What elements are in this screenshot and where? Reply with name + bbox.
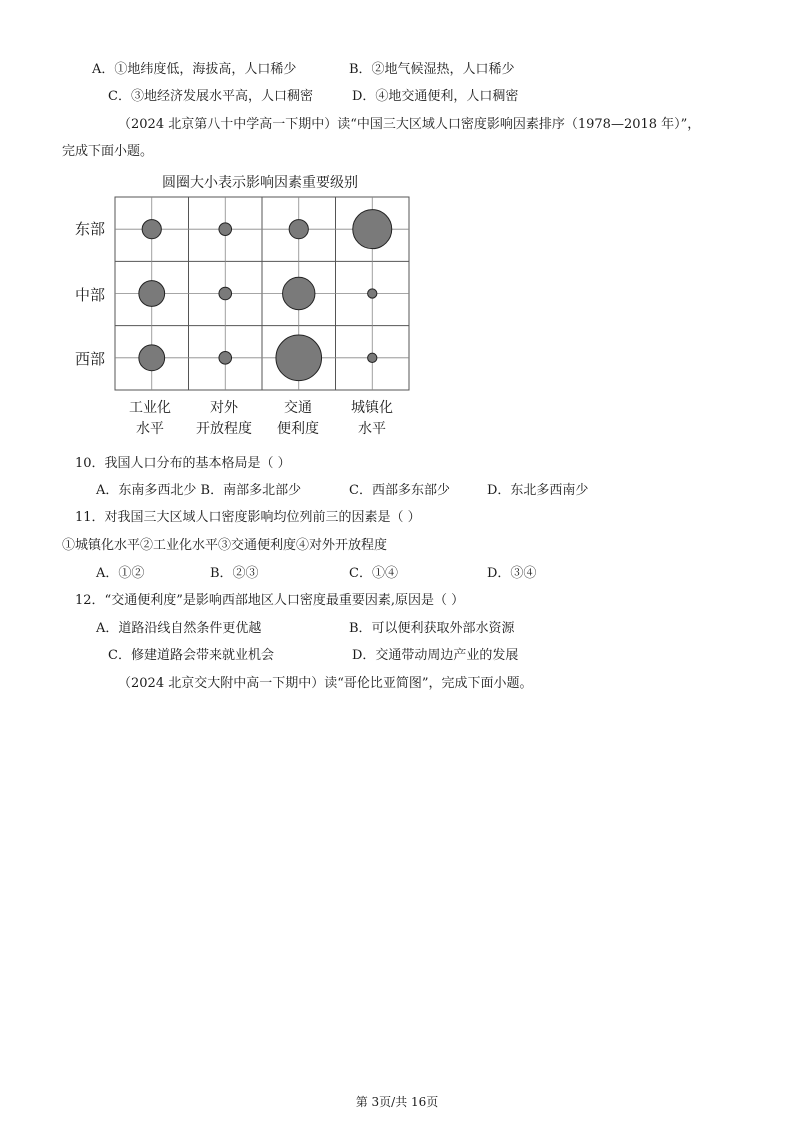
- q12-stem: 12．“交通便利度”是影响西部地区人口密度最重要因素,原因是（ ）: [75, 593, 465, 608]
- bubble-chart: [75, 168, 435, 443]
- chart-title: 圆圈大小表示影响因素重要级别: [162, 175, 358, 191]
- q11-option-c: C．①④: [349, 566, 398, 581]
- bubble-1-2: [283, 277, 315, 309]
- bubble-1-0: [139, 281, 165, 307]
- q11-option-a: A．①②: [96, 566, 145, 581]
- bubble-0-3: [353, 210, 392, 249]
- row-label-central: 中部: [75, 286, 106, 304]
- q12-option-c: C．修建道路会带来就业机会: [108, 648, 274, 663]
- q9-option-d: D．④地交通便利，人口稠密: [352, 89, 519, 104]
- q12-option-d: D．交通带动周边产业的发展: [352, 648, 519, 663]
- q11-option-d: D．③④: [487, 566, 537, 581]
- bubble-2-2: [276, 335, 322, 381]
- q12-option-b: B．可以便利获取外部水资源: [349, 621, 515, 636]
- bubble-0-1: [219, 223, 232, 236]
- intro-source-1: （2024 北京第八十中学高一下期中）读“中国三大区域人口密度影响因素排序（1978—2018 年）”，: [118, 117, 701, 132]
- col-label-line2: 水平: [358, 421, 386, 437]
- bubble-2-3: [368, 353, 377, 362]
- intro-instruction-1: 完成下面小题。: [62, 144, 154, 159]
- row-label-west: 西部: [75, 350, 106, 368]
- bubble-1-1: [219, 287, 232, 300]
- bubble-2-1: [219, 352, 232, 365]
- q11-stem: 11．对我国三大区域人口密度影响均位列前三的因素是（ ）: [75, 510, 421, 525]
- row-label-east: 东部: [75, 220, 106, 238]
- col-label-urbanization: [335, 398, 409, 440]
- intro-source-2: （2024 北京交大附中高一下期中）读“哥伦比亚简图”，完成下面小题。: [118, 676, 533, 691]
- q11-option-b: B．②③: [210, 566, 259, 581]
- q10-stem: 10．我国人口分布的基本格局是（ ）: [75, 456, 291, 471]
- col-label-line1: 工业化: [129, 400, 171, 416]
- q10-option-d: D．东北多西南少: [487, 483, 589, 498]
- col-label-line1: 城镇化: [351, 400, 393, 416]
- q9-option-c: C．③地经济发展水平高，人口稠密: [108, 89, 313, 104]
- q10-option-c: C．西部多东部少: [349, 483, 450, 498]
- bubble-1-3: [368, 289, 377, 298]
- bubble-0-0: [142, 220, 161, 239]
- q9-option-a: A．①地纬度低，海拔高，人口稀少: [92, 62, 297, 77]
- page-footer: 第 3页/共 16页: [355, 1095, 439, 1109]
- col-label-line2: 便利度: [277, 421, 319, 437]
- col-label-line2: 开放程度: [196, 421, 252, 437]
- q10-option-ab: A．东南多西北少 B．南部多北部少: [96, 483, 302, 498]
- col-label-line2: 水平: [136, 421, 164, 437]
- q9-option-b: B．②地气候湿热，人口稀少: [349, 62, 515, 77]
- bubble-0-2: [289, 220, 308, 239]
- q11-items: ①城镇化水平②工业化水平③交通便利度④对外开放程度: [62, 538, 388, 553]
- col-label-industrialization: [113, 398, 187, 440]
- bubble-2-0: [139, 345, 165, 371]
- col-label-transport: [261, 398, 335, 440]
- col-label-line1: 对外: [210, 400, 238, 416]
- q12-option-a: A．道路沿线自然条件更优越: [96, 621, 262, 636]
- col-label-line1: 交通: [284, 400, 312, 416]
- col-label-openness: [187, 398, 261, 440]
